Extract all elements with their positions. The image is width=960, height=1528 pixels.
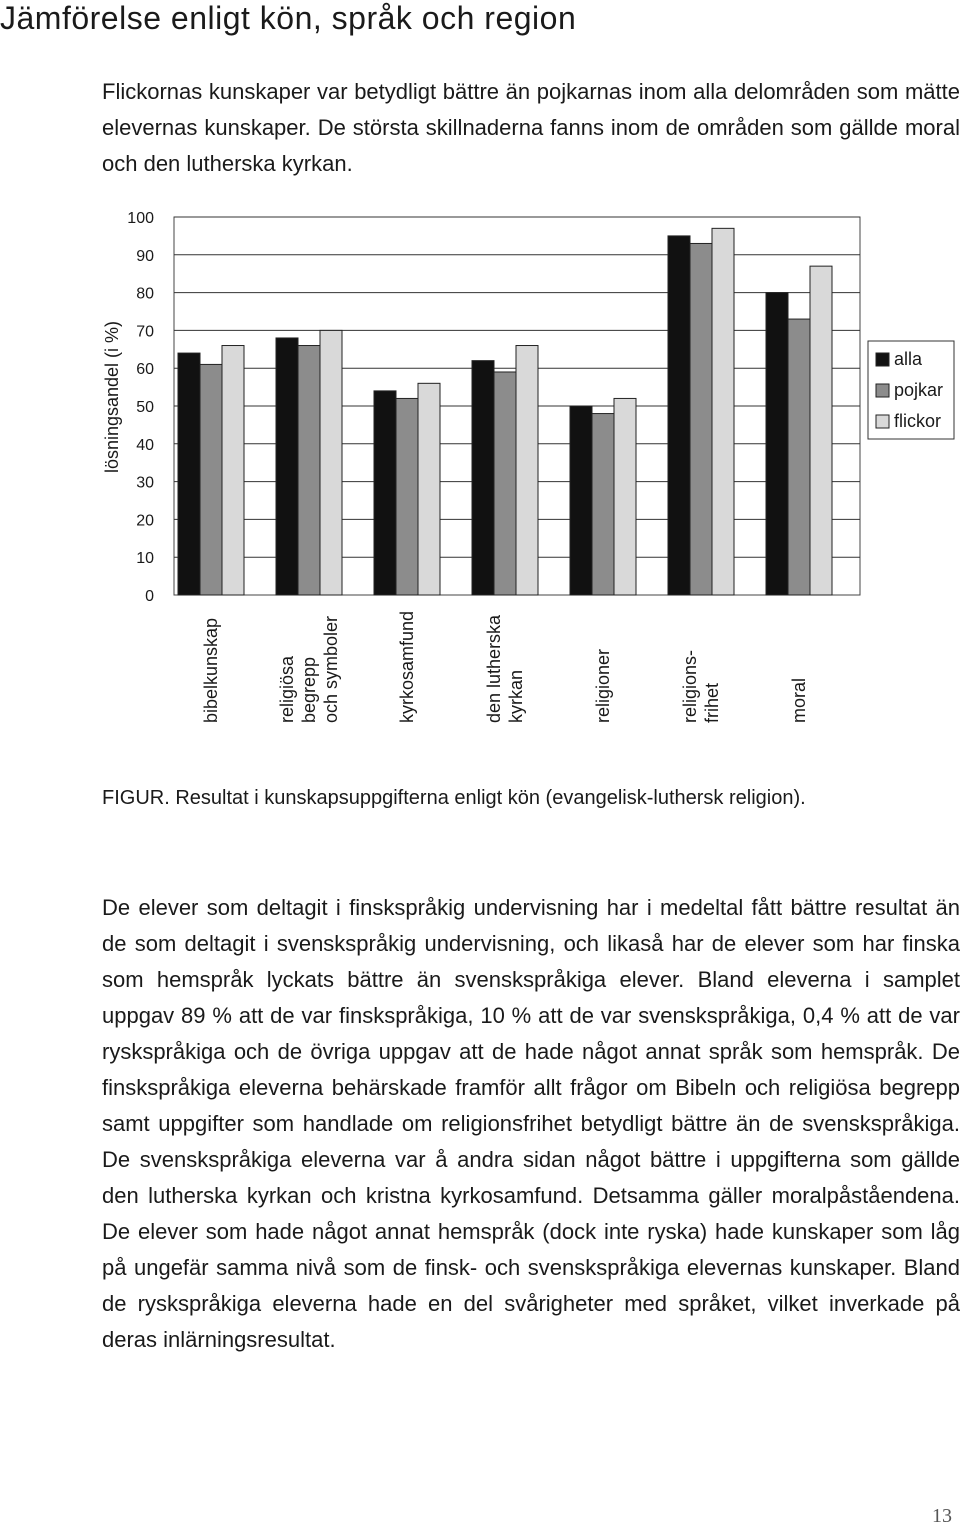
x-category-label-line: frihet xyxy=(702,682,722,723)
legend-swatch-pojkar xyxy=(876,384,889,397)
bar-pojkar xyxy=(396,398,418,595)
bar-pojkar xyxy=(592,414,614,595)
x-category-label-line: kyrkosamfund xyxy=(397,610,417,723)
bar-alla xyxy=(472,361,494,595)
x-category-label xyxy=(277,616,341,723)
x-category-label xyxy=(397,611,417,723)
bar-alla xyxy=(276,338,298,595)
legend-label: flickor xyxy=(894,411,942,431)
page-heading: Jämförelse enligt kön, språk och region xyxy=(0,0,577,36)
x-category-label xyxy=(593,649,613,723)
legend-swatch-flickor xyxy=(876,415,889,428)
y-tick-label: 40 xyxy=(136,436,154,454)
x-category-label-line: begrepp xyxy=(299,656,319,723)
y-tick-label: 20 xyxy=(136,512,154,530)
y-axis-label: lösningsandel (i %) xyxy=(102,320,122,474)
bar-alla xyxy=(178,353,200,595)
x-category-label xyxy=(484,614,526,723)
legend-swatch-alla xyxy=(876,353,889,366)
legend-label: pojkar xyxy=(894,380,944,400)
page-number: 13 xyxy=(932,1505,952,1527)
bar-chart xyxy=(0,195,960,755)
bar-pojkar xyxy=(690,243,712,595)
y-tick-label: 70 xyxy=(136,323,154,341)
bar-flickor xyxy=(712,228,734,595)
body-paragraph: De elever som deltagit i finskspråkig undervisning har i medeltal fått bättre resultat än de som deltagit i svenskspråkig undervisning, och likaså har de elever som har finska som hemspråk lyckats bättre än svenskspråkiga elever. Bland eleverna i samplet uppgav 89 % att de var finskspråkiga, 10 % att de var svenskspråkiga, 0,4 % att de var ryskspråkiga och de övriga uppgav att de hade något annat språk som hemspråk. De finskspråkiga eleverna behärskade framför allt frågor om Bibeln och religiösa begrepp samt uppgifter som handlade om religionsfrihet betydligt bättre än de svenskspråkiga. De svenskspråkiga eleverna var å andra sidan något bättre i uppgifterna som gällde den lutherska kyrkan och kristna kyrkosamfund. Detsamma gäller moralpåståendena. De elever som hade något annat hemspråk (dock inte ryska) hade kunskaper som låg på ungefär samma nivå som de finsk- och svenskspråkiga elevernas kunskaper. Bland de ryskspråkiga eleverna hade en del svårigheter med språket, vilket inverkade på deras inlärningsresultat. xyxy=(102,895,960,1352)
y-tick-label: 100 xyxy=(127,210,154,227)
x-category-label xyxy=(789,678,809,723)
y-tick-label: 60 xyxy=(136,361,154,379)
y-tick-label: 0 xyxy=(145,588,154,605)
bar-flickor xyxy=(418,383,440,595)
x-category-label-line: den lutherska xyxy=(484,614,504,723)
bar-flickor xyxy=(222,346,244,595)
legend-label: alla xyxy=(894,349,923,369)
bar-pojkar xyxy=(788,319,810,595)
bar-alla xyxy=(668,236,690,595)
x-category-label-line: moral xyxy=(789,677,809,723)
x-category-label-line: kyrkan xyxy=(506,669,526,723)
bar-flickor xyxy=(516,346,538,595)
bar-pojkar xyxy=(494,372,516,595)
bar-flickor xyxy=(810,266,832,595)
x-category-label-line: religiösa xyxy=(277,655,297,723)
bar-flickor xyxy=(614,398,636,595)
y-tick-label: 30 xyxy=(136,474,154,492)
x-category-label-line: religions- xyxy=(680,649,700,723)
y-tick-label: 10 xyxy=(136,550,154,568)
x-category-label xyxy=(201,618,221,723)
x-category-label-line: religioner xyxy=(593,648,613,723)
bar-alla xyxy=(766,293,788,595)
bar-flickor xyxy=(320,330,342,595)
x-category-label-line: bibelkunskap xyxy=(201,617,221,723)
bar-alla xyxy=(374,391,396,595)
x-category-label-line: och symboler xyxy=(321,615,341,723)
bar-pojkar xyxy=(298,346,320,595)
x-category-label xyxy=(680,650,722,723)
intro-paragraph: Flickornas kunskaper var betydligt bättre än pojkarnas inom alla delområden som mätte elevernas kunskaper. De största skillnaderna fanns inom de områden som gällde moral och den lutherska kyrkan. xyxy=(102,79,960,176)
bar-pojkar xyxy=(200,364,222,595)
bar-alla xyxy=(570,406,592,595)
y-tick-label: 80 xyxy=(136,285,154,303)
y-tick-label: 50 xyxy=(136,399,154,416)
y-tick-label: 90 xyxy=(136,247,154,265)
figure-caption: FIGUR. Resultat i kunskapsuppgifterna enligt kön (evangelisk-luthersk religion). xyxy=(102,787,806,809)
